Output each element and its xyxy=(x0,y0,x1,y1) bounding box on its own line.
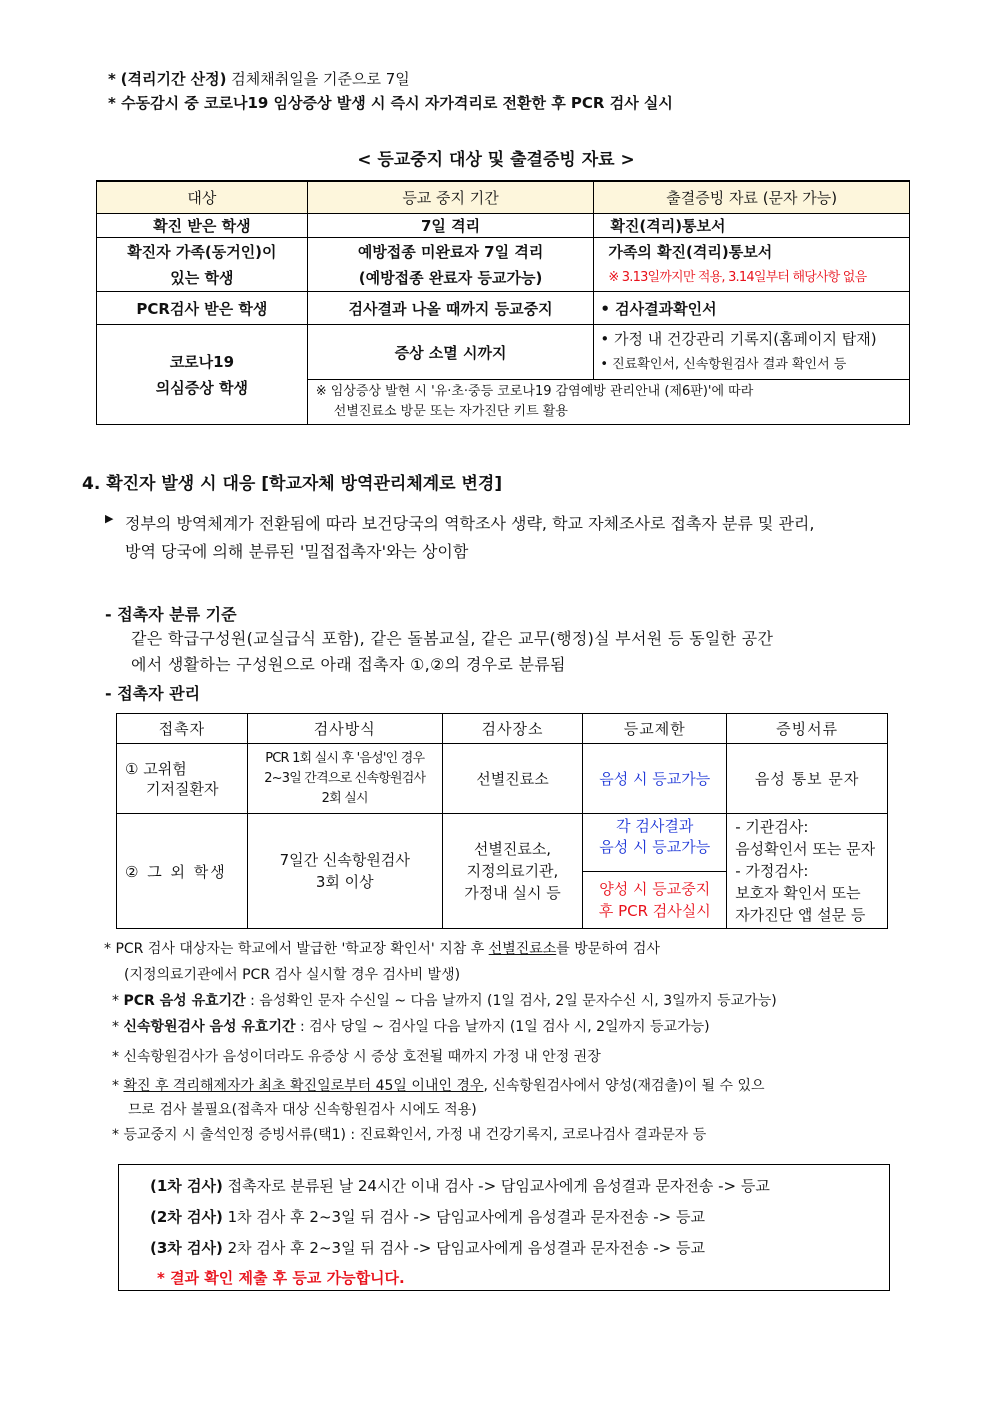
row2-period-line2: (예방접종 완료자 등교가능) xyxy=(358,268,543,287)
note-rest: * 신속항원검사가 음성이더라도 유증상 시 증상 호전될 때까지 가정 내 안정 권장 xyxy=(112,1049,601,1065)
t2-header-restriction: 등교제한 xyxy=(583,714,727,744)
note-rest-text: 신속항원검사가 음성이더라도 유증상 시 증상 호전될 때까지 가정 내 안정 권장 xyxy=(123,1049,601,1065)
note-pcr-target-a: * PCR 검사 대상자는 학교에서 발급한 '학교장 확인서' 지참 후 xyxy=(104,941,489,957)
t2-header-contact: 접촉자 xyxy=(117,714,248,744)
criteria-body xyxy=(131,626,773,678)
intro-line1: 정부의 방역체계가 전환됨에 따라 보건당국의 역학조사 생략, 학교 자체조사로 접촉자 분류 및 관리, xyxy=(125,514,815,533)
criteria-heading: - 접촉자 분류 기준 xyxy=(105,605,237,624)
criteria-line1: 같은 학급구성원(교실급식 포함), 같은 돌봄교실, 같은 교무(행정)실 부서원 등 동일한 공간 xyxy=(131,629,774,648)
t2-header-place: 검사장소 xyxy=(442,714,583,744)
row2-place-line3: 가정내 실시 등 xyxy=(464,884,561,902)
row1-method-line1: PCR 1회 실시 후 '음성'인 경우 xyxy=(265,750,425,766)
row2-evidence xyxy=(594,238,910,292)
section4-intro xyxy=(125,510,925,566)
t2-row1-place: 선별진료소 xyxy=(442,744,583,814)
first-test-text: 접촉자로 분류된 날 24시간 이내 검사 -> 담임교사에게 음성결과 문자전송 -> 등교 xyxy=(222,1177,770,1195)
note-pcr-valid-bold: PCR 음성 유효기간 xyxy=(123,993,246,1009)
row2-docs-line5: 자가진단 앱 설문 등 xyxy=(735,906,866,924)
header-period: 등교 중지 기간 xyxy=(307,181,594,214)
note-text: 수동감시 중 코로나19 임상증상 발생 시 즉시 자가격리로 전환한 후 PCR 검사 실시 xyxy=(121,94,673,112)
row1-method-line3: 2회 실시 xyxy=(321,790,368,806)
row4-target-line2: 의심증상 학생 xyxy=(155,378,248,397)
t2-header-method: 검사방식 xyxy=(247,714,442,744)
row2-method-line2: 3회 이상 xyxy=(315,873,374,891)
note-rat-valid-text: : 검사 당일 ~ 검사일 다음 날까지 (1일 검사 시, 2일까지 등교가능) xyxy=(295,1019,710,1035)
row2-docs-line1: - 기관검사: xyxy=(735,818,809,836)
t2-header-docs: 증빙서류 xyxy=(727,714,888,744)
row2-target xyxy=(97,238,308,292)
first-test-label: (1차 검사) xyxy=(150,1177,223,1195)
row1-evidence: 확진(격리)통보서 xyxy=(594,214,910,238)
box-second-test xyxy=(150,1206,705,1227)
third-test-text: 2차 검사 후 2~3일 뒤 검사 -> 담임교사에게 음성결과 문자전송 -> 등교 xyxy=(222,1239,705,1257)
intro-line2: 방역 당국에 의해 분류된 '밀접접촉자'와는 상이함 xyxy=(125,542,469,561)
note-bullet: * xyxy=(108,94,116,112)
row2-restriction-a-line2: 음성 시 등교가능 xyxy=(599,838,711,856)
note-pcr-cost: (지정의료기관에서 PCR 검사 실시할 경우 검사비 발생) xyxy=(124,967,461,983)
header-target: 대상 xyxy=(97,181,308,214)
third-test-label: (3차 검사) xyxy=(150,1239,223,1257)
row4-note-line2: 선별진료소 방문 또는 자가진단 키트 활용 xyxy=(333,404,568,419)
row4-evidence-line1: • 가정 내 건강관리 기록지(홈페이지 탑재) xyxy=(600,330,877,348)
note-pcr-target xyxy=(104,936,934,962)
second-test-text: 1차 검사 후 2~3일 뒤 검사 -> 담임교사에게 음성결과 문자전송 -> 등교 xyxy=(222,1208,705,1226)
box-final-note: * 결과 확인 제출 후 등교 가능합니다. xyxy=(157,1269,405,1287)
note-evidence-text: 등교중지 시 출석인정 증빙서류(택1) : 진료확인서, 가정 내 건강기록지, 코로나검사 결과문자 등 xyxy=(123,1127,707,1143)
note-bold: (격리기간 산정) xyxy=(120,70,227,88)
row3-target: PCR검사 받은 학생 xyxy=(97,292,308,325)
test-schedule-box xyxy=(118,1164,890,1291)
note-symptom-switch xyxy=(108,92,673,113)
note-bullet: * xyxy=(108,70,116,88)
note-45days-u: 확진 후 격리해제자가 최초 확진일로부터 45일 이내인 경우 xyxy=(123,1078,484,1094)
row2-evidence-note: ※ 3.13일까지만 적용, 3.14일부터 해당사항 없음 xyxy=(608,269,867,285)
note-isolation-period xyxy=(108,68,410,89)
t2-row1-contact xyxy=(117,744,248,814)
management-heading: - 접촉자 관리 xyxy=(105,684,201,703)
section4-heading: 4. 확진자 발생 시 대응 [학교자체 방역관리체계로 변경] xyxy=(82,474,503,494)
row3-period: 검사결과 나올 때까지 등교중지 xyxy=(307,292,594,325)
row2-docs-line4: 보호자 확인서 또는 xyxy=(735,884,861,902)
row1-contact-line2: 기저질환자 xyxy=(146,779,219,798)
contact-management-table xyxy=(116,713,888,929)
row4-note-line1: ※ 임상증상 발현 시 '유·초·중등 코로나19 감염예방 관리안내 (제6판)'에 따라 xyxy=(315,384,754,399)
row3-evidence: • 검사결과확인서 xyxy=(594,292,910,325)
t2-row2-method xyxy=(247,814,442,929)
row2-method-line1: 7일간 신속항원검사 xyxy=(279,851,410,869)
note-evidence: * 등교중지 시 출석인정 증빙서류(택1) : 진료확인서, 가정 내 건강기록지, 코로나검사 결과문자 등 xyxy=(112,1127,707,1143)
triangle-bullet-icon: ▶ xyxy=(105,512,114,525)
row2-target-line1: 확진자 가족(동거인)이 xyxy=(127,242,277,261)
note-45days-text: , 신속항원검사에서 양성(재검출)이 될 수 있으 xyxy=(483,1078,765,1094)
t2-row2-docs xyxy=(727,814,888,929)
row2-restriction-b-line1: 양성 시 등교중지 xyxy=(599,880,711,899)
row2-period-line1: 예방접종 미완료자 7일 격리 xyxy=(357,242,544,261)
note-45days: * 확진 후 격리해제자가 최초 확진일로부터 45일 이내인 경우, 신속항원검사에서 양성(재검출)이 될 수 있으 므로 검사 불필요(접촉자 대상 신속항원검사 시에도 적용) xyxy=(104,1074,934,1122)
row4-target-line1: 코로나19 xyxy=(169,352,235,371)
row2-restriction-b-line2: 후 PCR 검사실시 xyxy=(598,902,711,921)
row2-place-line2: 지정의료기관, xyxy=(466,862,559,880)
row4-note xyxy=(307,380,909,425)
t2-row1-method xyxy=(247,744,442,814)
note-text: 검체채취일을 기준으로 7일 xyxy=(226,70,410,88)
note-pcr-target-u: 선별진료소 xyxy=(488,941,557,957)
t2-row2-place xyxy=(442,814,583,929)
t2-row2-restriction-negative xyxy=(583,814,727,872)
second-test-label: (2차 검사) xyxy=(150,1208,223,1226)
row1-target: 확진 받은 학생 xyxy=(97,214,308,238)
row4-evidence xyxy=(594,325,910,380)
row2-restriction-a-line1: 각 검사결과 xyxy=(616,817,694,835)
t2-row2-restriction-positive xyxy=(583,872,727,929)
box-first-test xyxy=(150,1175,770,1196)
criteria-line2: 에서 생활하는 구성원으로 아래 접촉자 ①,②의 경우로 분류됨 xyxy=(131,655,566,674)
row2-target-line2: 있는 학생 xyxy=(170,268,234,287)
note-rat-valid-bold: 신속항원검사 음성 유효기간 xyxy=(123,1019,296,1035)
table1-title: < 등교중지 대상 및 출결증빙 자료 > xyxy=(357,150,635,170)
note-pcr-valid-text: : 음성확인 문자 수신일 ~ 다음 날까지 (1일 검사, 2일 문자수신 시, 3일까지 등교가능) xyxy=(245,993,777,1009)
row2-docs-line3: - 가정검사: xyxy=(735,862,809,880)
row4-evidence-line2: • 진료확인서, 신속항원검사 결과 확인서 등 xyxy=(600,357,847,372)
row1-period: 7일 격리 xyxy=(307,214,594,238)
row1-contact-line1: ① 고위험 xyxy=(125,759,187,778)
t2-row1-docs: 음성 통보 문자 xyxy=(727,744,888,814)
header-evidence: 출결증빙 자료 (문자 가능) xyxy=(594,181,910,214)
row2-place-line1: 선별진료소, xyxy=(473,840,552,858)
row4-period: 증상 소멸 시까지 xyxy=(307,325,594,380)
attendance-stop-table xyxy=(96,180,910,425)
row2-evidence-line1: 가족의 확진(격리)통보서 xyxy=(608,242,773,261)
t2-row2-contact: ② 그 외 학생 xyxy=(117,814,248,929)
row2-docs-line2: 음성확인서 또는 문자 xyxy=(735,840,876,858)
row1-method-line2: 2~3일 간격으로 신속항원검사 xyxy=(264,770,426,786)
notes-block xyxy=(104,936,934,1148)
note-rat-valid: * 신속항원검사 음성 유효기간 : 검사 당일 ~ 검사일 다음 날까지 (1일 검사 시, 2일까지 등교가능) xyxy=(112,1019,710,1035)
row4-target xyxy=(97,325,308,425)
note-pcr-target-b: 를 방문하여 검사 xyxy=(556,941,660,957)
box-third-test xyxy=(150,1237,705,1258)
note-pcr-valid: * PCR 음성 유효기간 : 음성확인 문자 수신일 ~ 다음 날까지 (1일 검사, 2일 문자수신 시, 3일까지 등교가능) xyxy=(112,993,777,1009)
note-45days-line2: 므로 검사 불필요(접촉자 대상 신속항원검사 시에도 적용) xyxy=(128,1102,477,1118)
t2-row1-restriction: 음성 시 등교가능 xyxy=(583,744,727,814)
row2-period xyxy=(307,238,594,292)
